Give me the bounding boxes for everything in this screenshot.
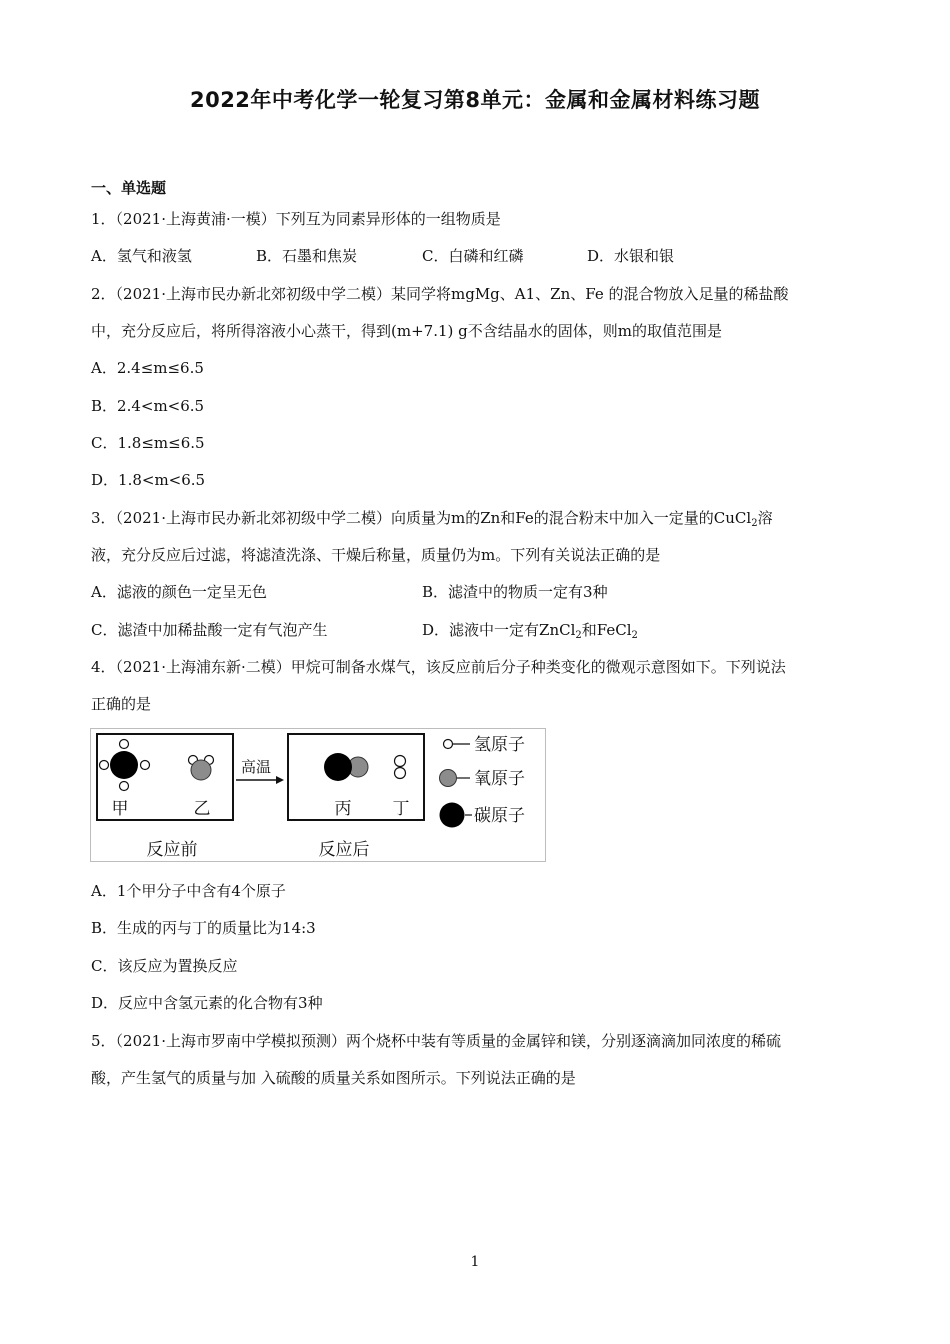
label-jia: 甲 bbox=[111, 799, 129, 819]
section-heading: 一、单选题 bbox=[91, 179, 167, 197]
q3-stem1-tail: 溶 bbox=[757, 509, 773, 527]
q4-option-b: B．生成的丙与丁的质量比为14:3 bbox=[91, 919, 316, 937]
q2-option-b: B．2.4<m<6.5 bbox=[91, 397, 205, 415]
legend-hydrogen: 氢原子 bbox=[474, 735, 525, 755]
q3-option-d-sub2: 2 bbox=[631, 630, 638, 641]
reaction-diagram bbox=[90, 728, 546, 862]
caption-before: 反应前 bbox=[146, 840, 198, 860]
page-title: 2022年中考化学一轮复习第8单元：金属和金属材料练习题 bbox=[189, 88, 761, 112]
legend-carbon: 碳原子 bbox=[474, 806, 525, 826]
label-ding: 丁 bbox=[392, 799, 410, 819]
q2-option-a: A．2.4≤m≤6.5 bbox=[91, 359, 204, 377]
question-3-stem-line2: 液，充分反应后过滤，将滤渣洗涤、干燥后称量，质量仍为m。下列有关说法正确的是 bbox=[91, 546, 661, 564]
q1-option-d: D．水银和银 bbox=[587, 247, 675, 265]
q2-option-c: C．1.8≤m≤6.5 bbox=[91, 434, 205, 452]
question-5-stem-line2: 酸，产生氢气的质量与加 入硫酸的质量关系如图所示。下列说法正确的是 bbox=[91, 1069, 576, 1087]
q4-option-c: C．该反应为置换反应 bbox=[91, 957, 238, 975]
question-2-stem-line1: 2．（2021·上海市民办新北郊初级中学二模）某同学将mgMg、A1、Zn、Fe 的混合物放入足量的稀盐酸 bbox=[91, 285, 789, 303]
q3-option-b: B．滤渣中的物质一定有3种 bbox=[422, 583, 608, 601]
question-5-stem-line1: 5．（2021·上海市罗南中学模拟预测）两个烧杯中装有等质量的金属锌和镁，分别逐滴滴加同浓度的稀硫 bbox=[91, 1032, 781, 1050]
q3-stem1-text: 3．（2021·上海市民办新北郊初级中学二模）向质量为m的Zn和Fe的混合粉末中加入一定量的CuCl bbox=[91, 509, 752, 527]
q2-option-d: D．1.8<m<6.5 bbox=[91, 471, 206, 489]
q3-option-d-pre: D．滤液中一定有ZnCl bbox=[422, 621, 576, 639]
question-2-stem-line2: 中，充分反应后，将所得溶液小心蒸干，得到(m+7.1) g不含结晶水的固体，则m的取值范围是 bbox=[91, 322, 722, 340]
q1-option-a: A．氢气和液氢 bbox=[91, 247, 192, 265]
q1-option-c: C．白磷和红磷 bbox=[422, 247, 524, 265]
legend-oxygen: 氧原子 bbox=[474, 769, 525, 789]
q4-option-a: A．1个甲分子中含有4个原子 bbox=[91, 882, 286, 900]
label-yi: 乙 bbox=[193, 799, 211, 819]
label-bing: 丙 bbox=[334, 799, 352, 819]
carbon-monoxide-molecule bbox=[324, 753, 368, 781]
q3-option-d-sub1: 2 bbox=[575, 630, 582, 641]
caption-after: 反应后 bbox=[318, 840, 370, 860]
legend-oxygen-marker bbox=[440, 770, 457, 787]
question-1-stem: 1．（2021·上海黄浦·一模）下列互为同素异形体的一组物质是 bbox=[91, 210, 501, 228]
page-number: 1 bbox=[470, 1254, 480, 1270]
q1-option-b: B．石墨和焦炭 bbox=[256, 247, 358, 265]
condition-label: 高温 bbox=[240, 758, 272, 776]
question-4-stem-line1: 4．（2021·上海浦东新·二模）甲烷可制备水煤气，该反应前后分子种类变化的微观示意图如下。下列说法 bbox=[91, 658, 786, 676]
legend-hydrogen-marker bbox=[444, 740, 453, 749]
legend-carbon-marker bbox=[440, 803, 465, 828]
q4-option-d: D．反应中含氢元素的化合物有3种 bbox=[91, 994, 323, 1012]
q3-option-c: C．滤渣中加稀盐酸一定有气泡产生 bbox=[91, 621, 328, 639]
question-3-stem-line1 bbox=[91, 508, 866, 528]
question-4-stem-line2: 正确的是 bbox=[91, 695, 152, 713]
q3-option-d-mid: 和FeCl bbox=[581, 621, 632, 639]
q3-option-d bbox=[422, 620, 638, 640]
q3-stem1-subscript: 2 bbox=[751, 518, 758, 529]
q3-option-a: A．滤液的颜色一定呈无色 bbox=[91, 583, 267, 601]
